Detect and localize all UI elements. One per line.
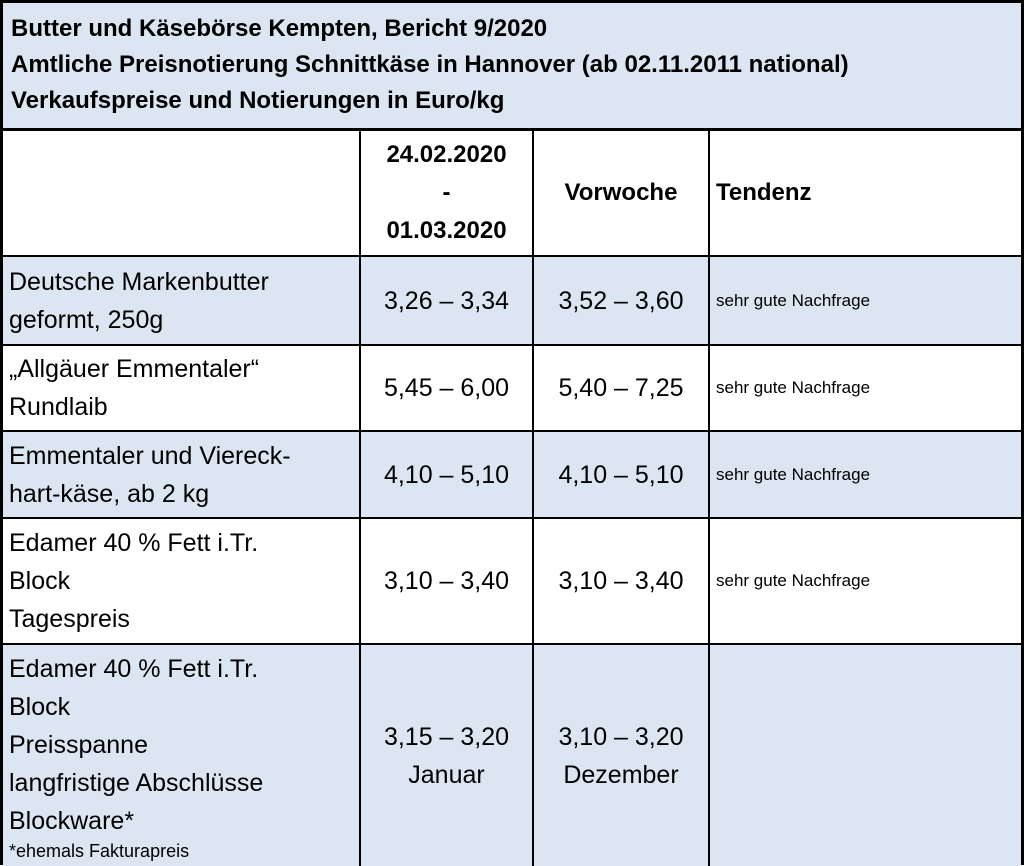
product-line: Edamer 40 % Fett i.Tr. <box>9 654 259 683</box>
product-line: Block <box>9 692 71 721</box>
current-price: 3,26 – 3,34 <box>360 256 533 345</box>
report-title: Butter und Käsebörse Kempten, Bericht 9/2020 <box>11 15 548 42</box>
product-line: Rundlaib <box>9 393 108 421</box>
header-current-to: 01.03.2020 <box>386 217 507 244</box>
product-line: Emmentaler und Viereck- <box>9 441 291 470</box>
product-line: Deutsche Markenbutter <box>9 267 269 296</box>
product-line: Block <box>9 567 71 595</box>
product-cell <box>3 256 360 345</box>
header-current-sep: - <box>442 179 451 206</box>
header-product <box>3 131 360 256</box>
table-row <box>3 518 1021 644</box>
product-cell <box>3 431 360 518</box>
current-price: 5,45 – 6,00 <box>360 345 533 431</box>
product-line: Edamer 40 % Fett i.Tr. <box>9 529 259 557</box>
product-line: Preisspanne <box>9 730 148 759</box>
product-line: „Allgäuer Emmentaler“ <box>9 355 260 383</box>
product-line: langfristige Abschlüsse <box>9 768 264 797</box>
trend-text: sehr gute Nachfrage <box>709 345 1021 431</box>
header-current-week <box>360 131 533 256</box>
previous-price-note: Dezember <box>563 760 679 789</box>
trend-text <box>709 644 1021 866</box>
current-price-cell <box>360 644 533 866</box>
report-units: Verkaufspreise und Notierungen in Euro/kg <box>11 87 505 114</box>
table-row <box>3 644 1021 866</box>
product-line: geformt, 250g <box>9 305 164 334</box>
previous-price-cell <box>533 644 709 866</box>
current-price-note: Januar <box>408 760 485 789</box>
previous-price: 5,40 – 7,25 <box>533 345 709 431</box>
footnote: *ehemals Fakturapreis <box>9 840 190 861</box>
report-subtitle: Amtliche Preisnotierung Schnittkäse in Hannover (ab 02.11.2011 national) <box>11 51 849 78</box>
previous-price: 3,10 – 3,20 <box>558 722 684 751</box>
table-row <box>3 431 1021 518</box>
trend-text: sehr gute Nachfrage <box>709 256 1021 345</box>
previous-price: 4,10 – 5,10 <box>533 431 709 518</box>
product-line: hart-käse, ab 2 kg <box>9 479 210 508</box>
current-price: 3,10 – 3,40 <box>360 518 533 644</box>
product-line: Tagespreis <box>9 605 130 633</box>
report-header <box>3 3 1021 131</box>
current-price: 4,10 – 5,10 <box>360 431 533 518</box>
table-row <box>3 345 1021 431</box>
previous-price: 3,52 – 3,60 <box>533 256 709 345</box>
table-row <box>3 256 1021 345</box>
product-cell <box>3 345 360 431</box>
product-cell <box>3 518 360 644</box>
header-trend: Tendenz <box>709 131 1021 256</box>
current-price: 3,15 – 3,20 <box>383 722 510 751</box>
product-cell <box>3 644 360 866</box>
previous-price: 3,10 – 3,40 <box>533 518 709 644</box>
trend-text: sehr gute Nachfrage <box>709 518 1021 644</box>
header-previous-week: Vorwoche <box>533 131 709 256</box>
trend-text: sehr gute Nachfrage <box>709 431 1021 518</box>
header-current-from: 24.02.2020 <box>386 141 507 168</box>
table-header-row <box>3 131 1021 256</box>
price-table <box>3 131 1021 866</box>
product-line: Blockware* <box>9 806 135 835</box>
